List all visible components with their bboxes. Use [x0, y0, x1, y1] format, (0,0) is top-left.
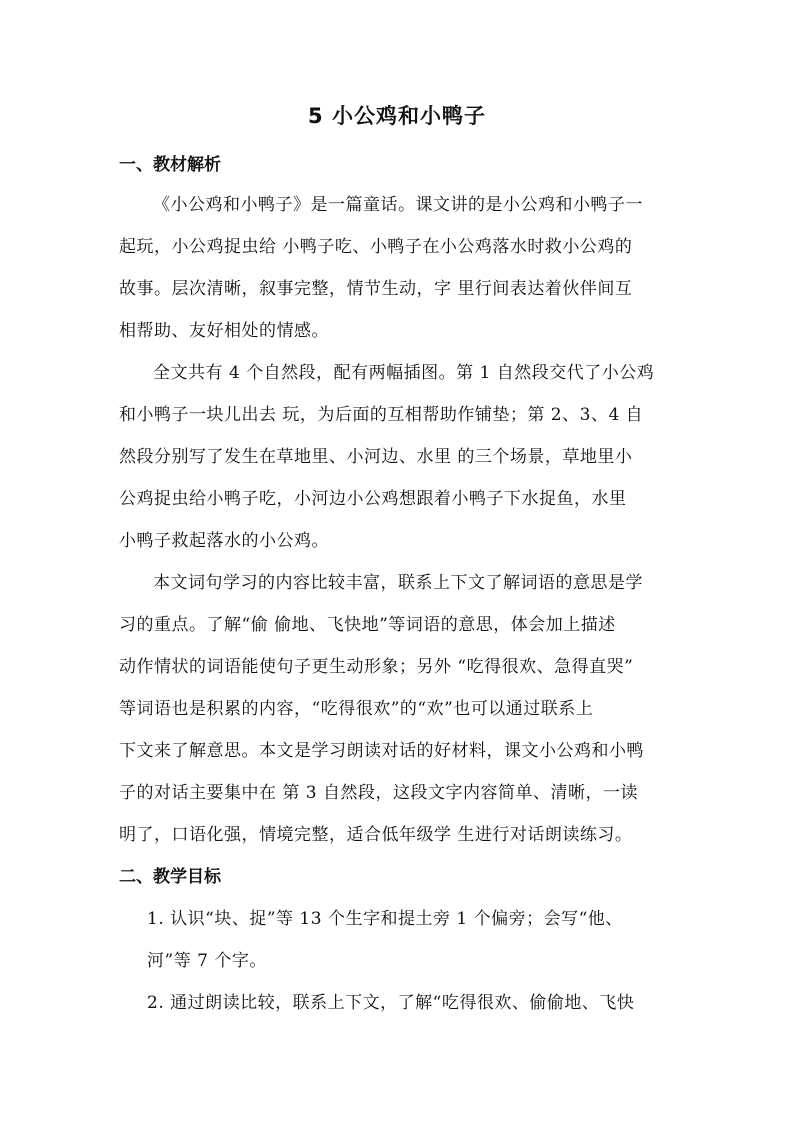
- paragraph-line: 起玩，小公鸡捉虫给 小鸭子吃、小鸭子在小公鸡落水时救小公鸡的: [119, 237, 633, 257]
- paragraph-line: 故事。层次清晰，叙事完整，情节生动，字 里行间表达着伙伴间互: [119, 279, 633, 299]
- page-title: 5 小公鸡和小鸭子: [308, 104, 486, 128]
- list-item-line: 2. 通过朗读比较，联系上下文，了解“吃得很欢、偷偷地、飞快: [147, 993, 635, 1013]
- paragraph-line: 小鸭子救起落水的小公鸡。: [119, 531, 329, 551]
- paragraph-line: 相帮助、友好相处的情感。: [119, 321, 329, 341]
- paragraph-line: 本文词句学习的内容比较丰富，联系上下文了解词语的意思是学: [153, 573, 643, 593]
- section-heading-textbook-analysis: 一、教材解析: [119, 155, 221, 175]
- list-item-line: 河”等 7 个字。: [147, 951, 267, 971]
- section-heading-teaching-goals: 二、教学目标: [119, 867, 221, 887]
- paragraph-line: 下文来了解意思。本文是学习朗读对话的好材料，课文小公鸡和小鸭: [119, 741, 644, 761]
- paragraph-line: 全文共有 4 个自然段，配有两幅插图。第 1 自然段交代了小公鸡: [153, 363, 655, 383]
- list-item-line: 1. 认识“块、捉”等 13 个生字和提土旁 1 个偏旁；会写“他、: [147, 909, 623, 929]
- paragraph-line: 然段分别写了发生在草地里、小河边、水里 的三个场景，草地里小: [119, 447, 633, 467]
- paragraph-line: 动作情状的词语能使句子更生动形象；另外 “吃得很欢、急得直哭”: [119, 657, 634, 677]
- paragraph-line: 习的重点。了解“偷 偷地、飞快地”等词语的意思，体会加上描述: [119, 615, 616, 635]
- paragraph-line: 《小公鸡和小鸭子》是一篇童话。课文讲的是小公鸡和小鸭子一: [153, 195, 643, 215]
- paragraph-line: 子的对话主要集中在 第 3 自然段，这段文字内容简单、清晰，一读: [119, 783, 639, 803]
- paragraph-line: 等词语也是积累的内容，“吃得很欢”的“欢”也可以通过联系上: [119, 699, 594, 719]
- paragraph-line: 公鸡捉虫给小鸭子吃，小河边小公鸡想跟着小鸭子下水捉鱼，水里: [119, 489, 627, 509]
- paragraph-line: 明了，口语化强，情境完整，适合低年级学 生进行对话朗读练习。: [119, 825, 633, 845]
- paragraph-line: 和小鸭子一块儿出去 玩，为后面的互相帮助作铺垫；第 2、3、4 自: [119, 405, 644, 425]
